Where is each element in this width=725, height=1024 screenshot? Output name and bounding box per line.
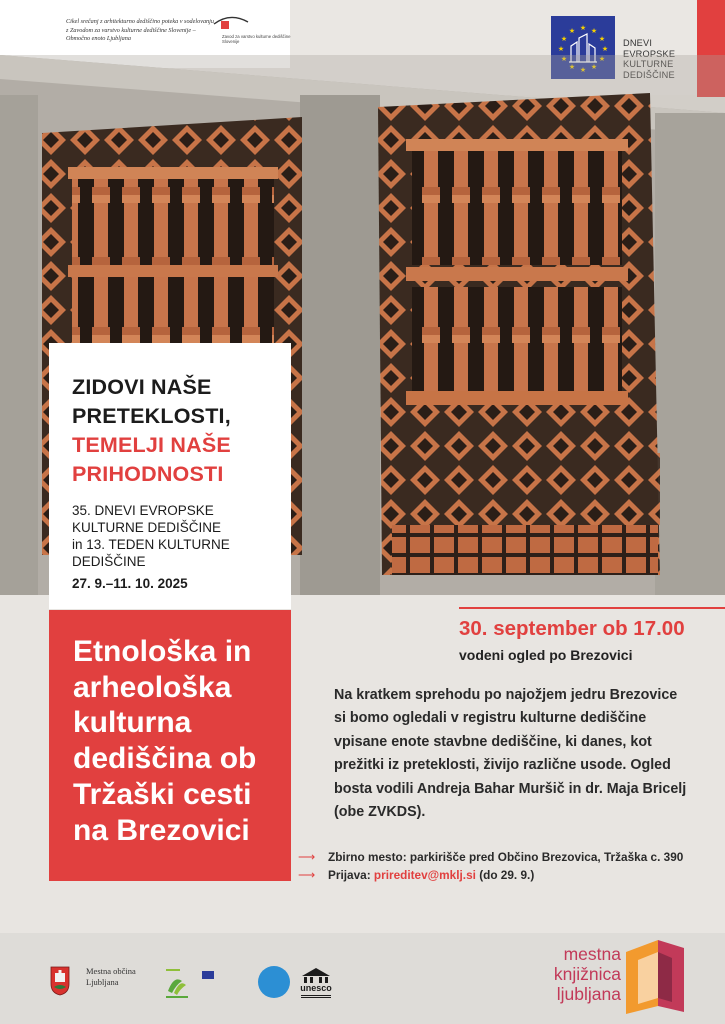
eu-heritage-days-label: DNEVI EVROPSKE KULTURNE DEDIŠČINE — [623, 38, 676, 80]
headline-dark: ZIDOVI NAŠE PRETEKLOSTI, — [72, 375, 231, 428]
svg-text:★: ★ — [568, 27, 576, 35]
svg-text:★: ★ — [598, 55, 606, 63]
library-name: mestna knjižnica ljubljana — [553, 944, 621, 1004]
festival-dates: 27. 9.–11. 10. 2025 — [72, 576, 188, 591]
red-divider — [459, 607, 725, 609]
svg-text:★: ★ — [598, 35, 606, 43]
svg-text:★: ★ — [590, 63, 598, 71]
event-date: 30. september ob 17.00 — [459, 617, 685, 640]
ljubljana-crest-icon — [50, 966, 70, 996]
svg-text:★: ★ — [579, 66, 587, 74]
event-description: Na kratkem sprehodu po najožjem jedru Brezovice si bomo ogledali v registru kulturne dediščine vpisane enote stavbne dediščine, ki danes, kot prežitki iz preteklosti, živijo različne usode. Ogled bosta vodili Andreja Bahar Muršič in dr. Maja Bricelj (obe ZVKDS). — [334, 687, 687, 821]
ljubljana-reads-logo — [258, 966, 290, 998]
event-title-block — [49, 610, 291, 881]
headline-red: TEMELJI NAŠE PRIHODNOSTI — [72, 433, 231, 486]
green-capital-logo — [164, 965, 220, 1001]
zvkds-mark-icon — [212, 14, 252, 32]
meeting-point-line — [298, 850, 718, 864]
svg-text:★: ★ — [557, 45, 565, 53]
arrow-right-icon: ⟶ — [298, 868, 315, 882]
event-type: vodeni ogled po Brezovici — [459, 647, 633, 663]
event-title: Etnološka in arheološka kulturna dediščina ob Tržaški cesti na Brezovici — [73, 635, 257, 847]
mol-name: Mestna občina Ljubljana — [86, 966, 136, 987]
signup-email-link[interactable]: prireditev@mklj.si — [373, 868, 476, 882]
signup-line — [298, 868, 718, 882]
svg-text:★: ★ — [579, 24, 587, 32]
svg-text:★: ★ — [601, 45, 609, 53]
title-card — [49, 343, 291, 609]
signup-deadline: (do 29. 9.) — [479, 868, 535, 882]
meeting-point: Zbirno mesto: parkirišče pred Občino Brezovica, Tržaška c. 390 — [328, 850, 684, 864]
arrow-right-icon: ⟶ — [298, 850, 315, 864]
heritage-days-subtitle: 35. DNEVI EVROPSKE KULTURNE DEDIŠČINE — [72, 503, 222, 535]
svg-text:★: ★ — [560, 55, 568, 63]
cycle-description: Cikel srečanj z arhitekturno dediščino poteka v sodelovanju z Zavodom za varstvo kulturne dediščine Slovenije – Območno enoto Ljubljana — [66, 18, 214, 42]
unesco-label: unesco — [300, 983, 332, 993]
svg-text:★: ★ — [590, 27, 598, 35]
zvkds-logo-text: Zavod za varstvo kulturne dediščine Slovenije — [222, 34, 291, 45]
zvkds-logo — [212, 14, 291, 50]
library-book-mark — [624, 938, 686, 1014]
svg-text:★: ★ — [568, 63, 576, 71]
signup-label: Prijava: — [328, 868, 371, 882]
svg-text:★: ★ — [560, 35, 568, 43]
heritage-week-subtitle: in 13. TEDEN KULTURNE DEDIŠČINE — [72, 537, 230, 569]
